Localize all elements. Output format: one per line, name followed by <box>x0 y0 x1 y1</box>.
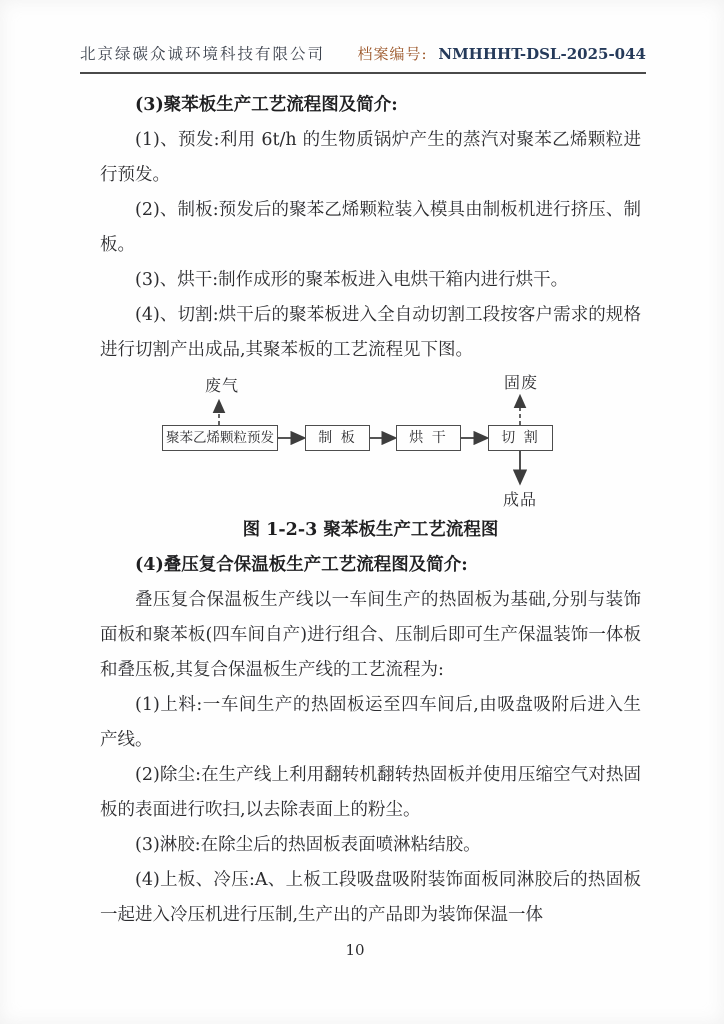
section-3-heading: (3)聚苯板生产工艺流程图及简介: <box>135 95 398 115</box>
paragraph-board-making: (2)、制板:预发后的聚苯乙烯颗粒装入模具由制板机进行挤压、制板。 <box>100 200 641 255</box>
paragraph-prefoam: (1)、预发:利用 6t/h 的生物质锅炉产生的蒸汽对聚苯乙烯颗粒进行预发。 <box>100 130 641 185</box>
paragraph-laminate-intro: 叠压复合保温板生产线以一车间生产的热固板为基础,分别与装饰面板和聚苯板(四车间自产)进行组合、压制后即可生产保温装饰一体板和叠压板,其复合保温板生产线的工艺流程为: <box>100 590 641 680</box>
paragraph-loading: (1)上料:一车间生产的热固板运至四车间后,由吸盘吸附后进入生产线。 <box>100 695 641 750</box>
flow-box-board-making: 制 板 <box>305 425 370 451</box>
file-number-value: NMHHHT-DSL-2025-044 <box>438 45 646 63</box>
paragraph-cutting: (4)、切割:烘干后的聚苯板进入全自动切割工段按客户需求的规格进行切割产出成品,其聚苯板的工艺流程见下图。 <box>100 305 641 360</box>
file-reference <box>358 43 646 64</box>
page-header <box>80 42 646 74</box>
file-number-label: 档案编号: <box>357 45 428 63</box>
section-4-heading: (4)叠压复合保温板生产工艺流程图及简介: <box>135 555 468 575</box>
section-4-text <box>100 513 641 933</box>
flow-box-cutting: 切 割 <box>488 425 553 451</box>
page-number: 10 <box>345 941 365 959</box>
paragraph-dedusting: (2)除尘:在生产线上利用翻转机翻转热固板并使用压缩空气对热固板的表面进行吹扫,以去除表面上的粉尘。 <box>100 765 641 820</box>
process-flow-diagram <box>0 368 724 516</box>
paragraph-drying: (3)、烘干:制作成形的聚苯板进入电烘干箱内进行烘干。 <box>135 270 569 290</box>
paragraph-glue: (3)淋胶:在除尘后的热固板表面喷淋粘结胶。 <box>135 835 481 855</box>
flow-box-drying: 烘 干 <box>396 425 461 451</box>
waste-gas-label: 废气 <box>205 376 240 395</box>
solid-waste-label: 固废 <box>504 373 539 392</box>
paragraph-cold-press: (4)上板、冷压:A、上板工段吸盘吸附装饰面板同淋胶后的热固板一起进入冷压机进行压制,生产出的产品即为装饰保温一体 <box>100 870 641 925</box>
product-label: 成品 <box>503 490 538 509</box>
figure-caption: 图 1-2-3 聚苯板生产工艺流程图 <box>242 520 499 540</box>
company-name: 北京绿碳众诚环境科技有限公司 <box>80 45 326 63</box>
section-3-text <box>100 88 641 368</box>
flow-box-prefoam: 聚苯乙烯颗粒预发 <box>162 425 278 451</box>
